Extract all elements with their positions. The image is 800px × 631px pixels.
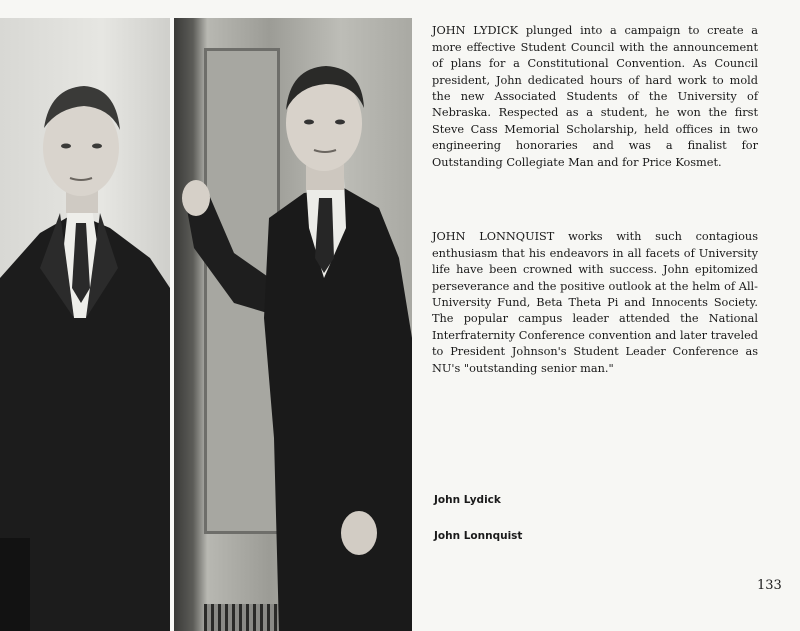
photo-john-lonnquist xyxy=(174,18,412,631)
photo-john-lydick xyxy=(0,18,170,631)
caption-john-lonnquist: John Lonnquist xyxy=(434,530,523,542)
paragraph-john-lonnquist: JOHN LONNQUIST works with such contagious enthusiasm that his endeavors in all facets of University life have been crowned with success. John epitomized perseverance and the positive outlook at the helm of All-University Fund, Beta Theta Pi and Innocents Society. The popular campus leader attended the National Interfraternity Conference convention and later traveled to President Johnson's Student Leader Conference as NU's "outstanding senior man." xyxy=(432,230,758,375)
page-number: 133 xyxy=(757,578,782,593)
caption-john-lydick: John Lydick xyxy=(434,494,501,506)
paragraph-john-lydick: JOHN LYDICK plunged into a campaign to create a more effective Student Council with the announcement of plans for a Constitutional Convention. As Council president, John dedicated hours of hard work to mold the new Associated Students of the University of Nebraska. Respected as a student, he won the first Steve Cass Memorial Scholarship, held offices in two engineering honoraries and was a finalist for Outstanding Collegiate Man and for Price Kosmet. xyxy=(432,24,758,169)
portrait-left xyxy=(0,18,170,631)
portrait-right xyxy=(174,18,412,631)
